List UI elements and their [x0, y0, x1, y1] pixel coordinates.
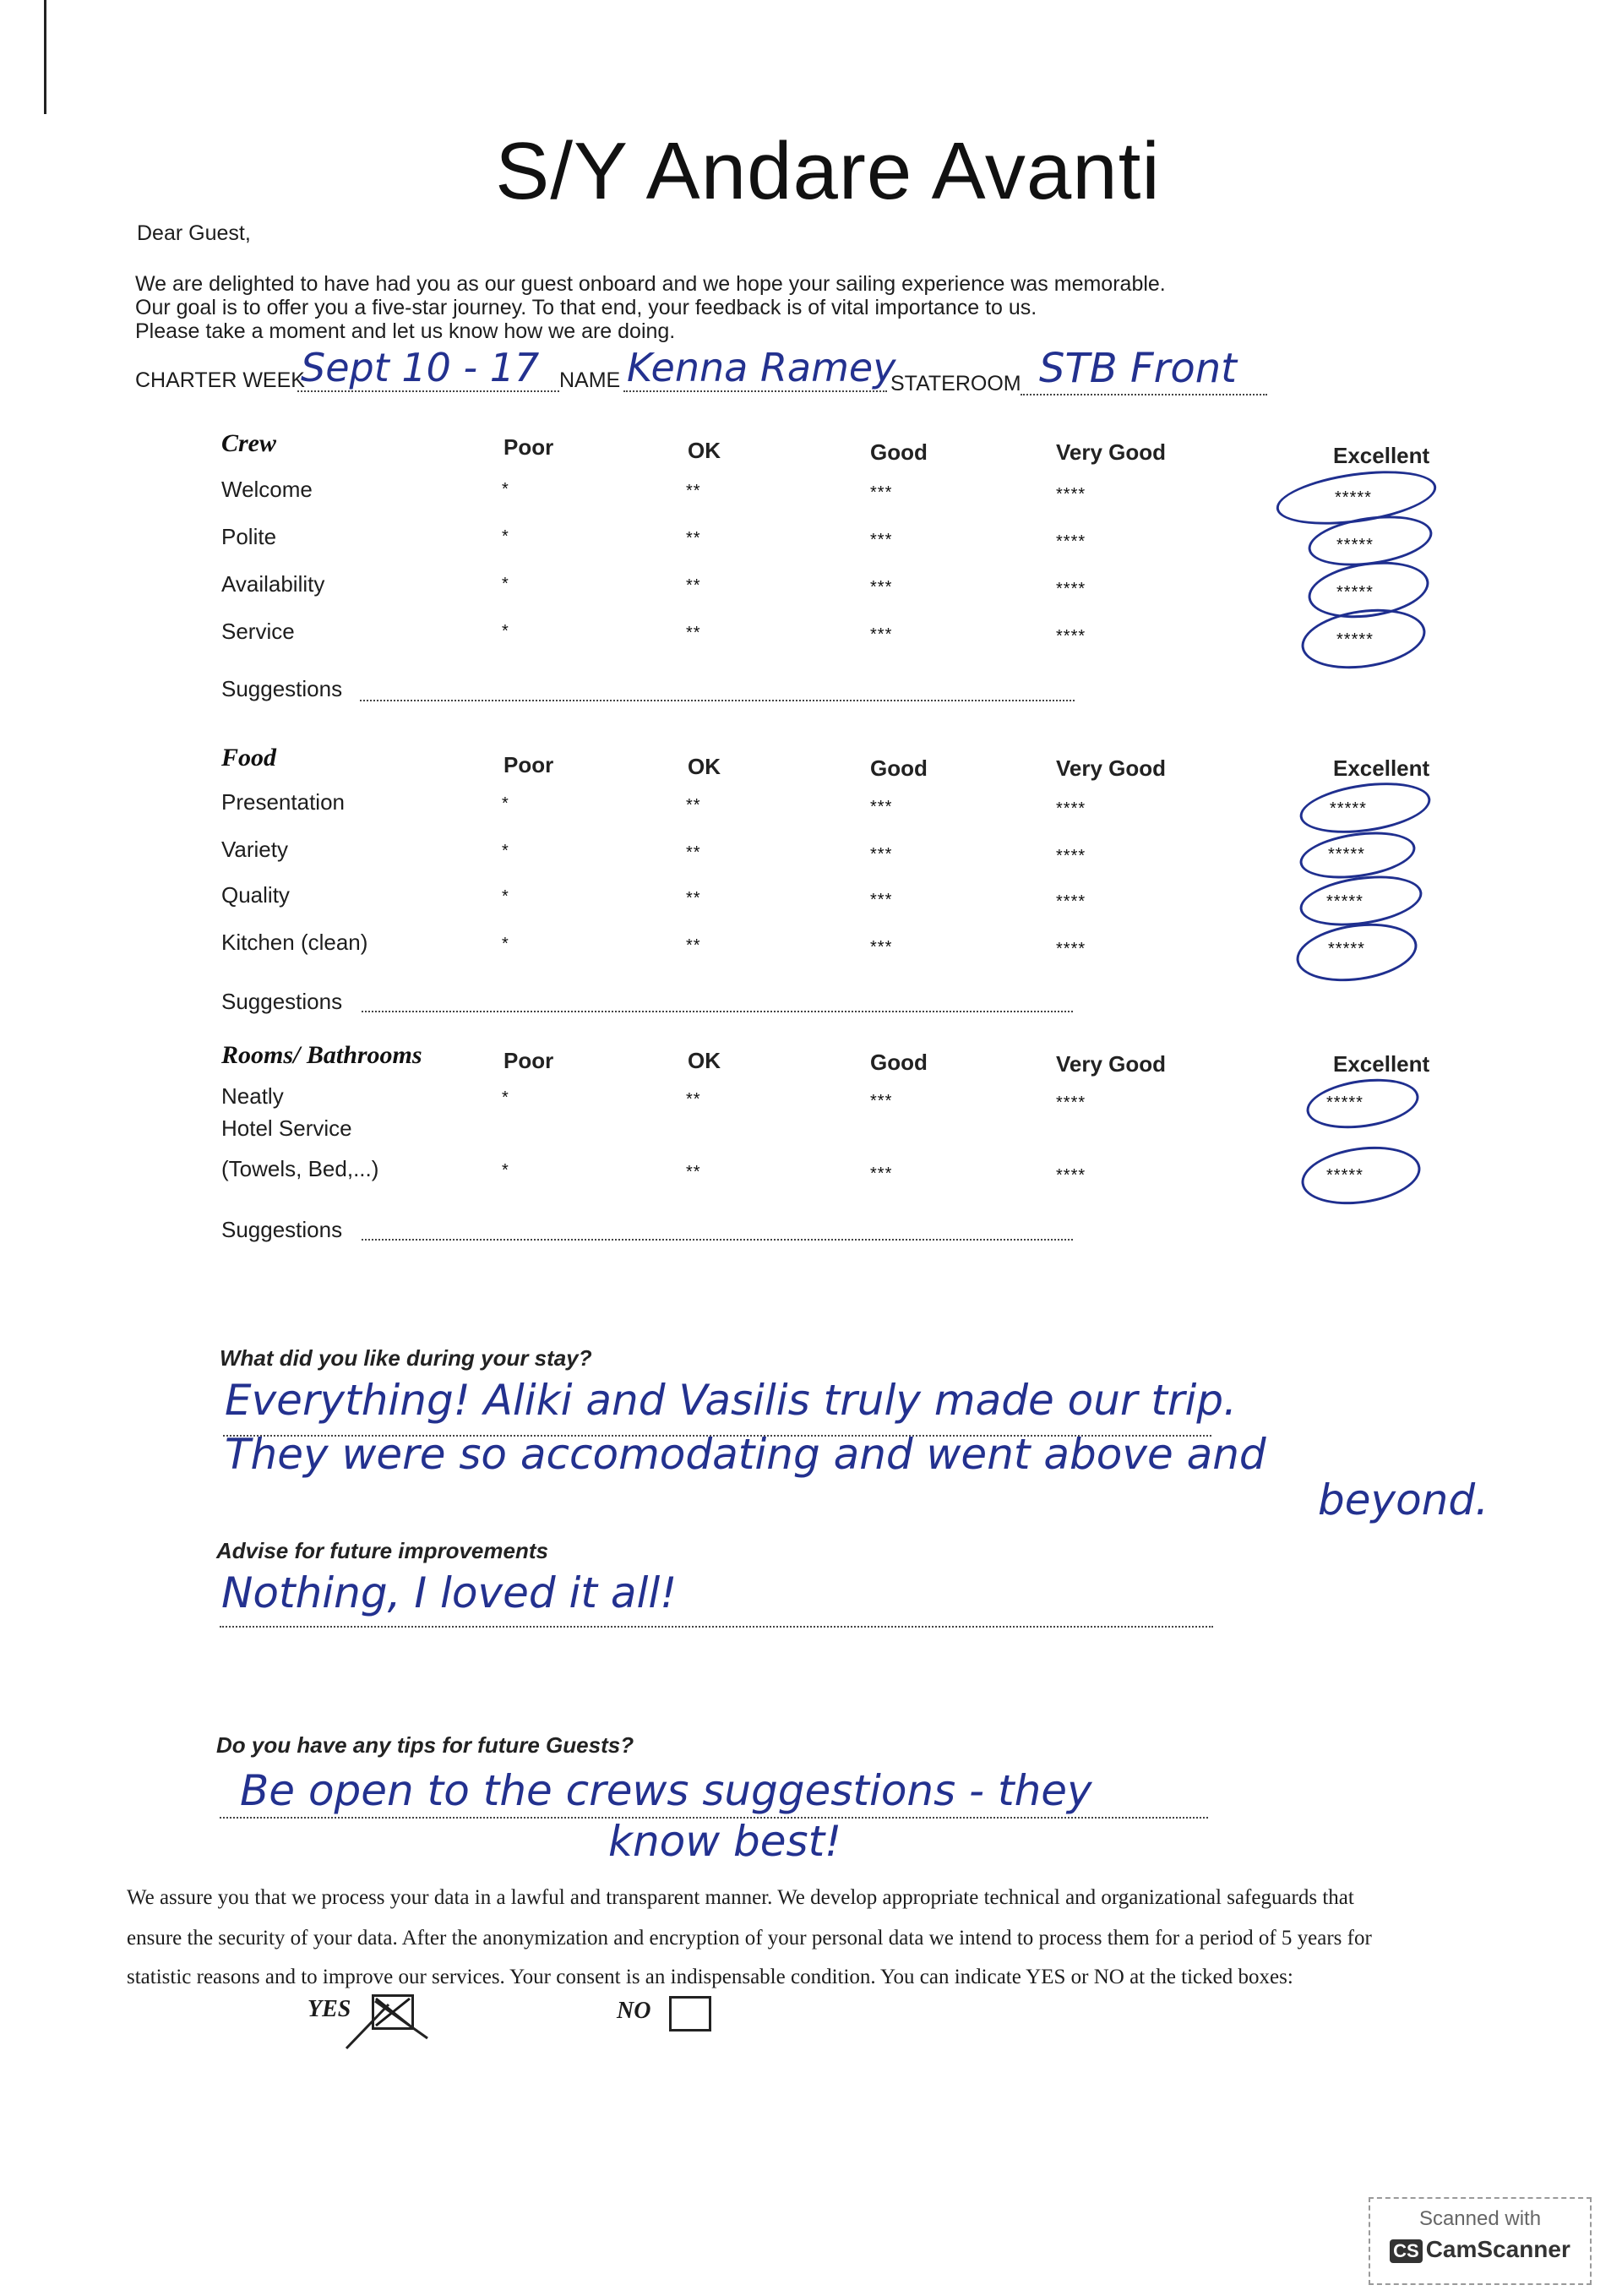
food-variety-very-good[interactable]: ****: [1056, 847, 1086, 865]
rooms-neatly-poor[interactable]: *: [502, 1088, 509, 1107]
rooms-hotel-service-good[interactable]: ***: [870, 1164, 893, 1183]
camscanner-scanned-with: Scanned with: [1418, 2207, 1542, 2230]
consent-no-checkbox[interactable]: [669, 1996, 711, 2031]
rooms-neatly-excellent[interactable]: *****: [1326, 1093, 1363, 1112]
food-variety-poor[interactable]: *: [502, 842, 509, 860]
camscanner-name: CamScanner: [1425, 2236, 1570, 2262]
rooms-hotel-service-excellent[interactable]: *****: [1326, 1166, 1363, 1185]
tips-question-label: Do you have any tips for future Guests?: [216, 1732, 634, 1758]
consent-no-label: NO: [617, 1998, 651, 2024]
advise-answer[interactable]: Nothing, I loved it all!: [221, 1568, 678, 1617]
camscanner-badge: [1369, 2197, 1592, 2285]
crew-suggestions-label: Suggestions: [221, 676, 343, 701]
crew-col-good: Good: [870, 439, 928, 465]
rooms-hotel-service-selection-circle: [1298, 1139, 1424, 1211]
stateroom-line: [1021, 394, 1267, 395]
crew-row-availability: Availability: [221, 571, 325, 597]
crew-availability-good[interactable]: ***: [870, 578, 893, 597]
food-kitchen-very-good[interactable]: ****: [1056, 940, 1086, 958]
food-col-good: Good: [870, 755, 928, 781]
food-section-title: Food: [221, 744, 277, 772]
rooms-suggestions-line[interactable]: [362, 1239, 1073, 1241]
rooms-hotel-service-poor[interactable]: *: [502, 1161, 509, 1180]
food-quality-good[interactable]: ***: [870, 891, 893, 909]
name-line: [623, 390, 887, 392]
crew-row-polite: Polite: [221, 524, 277, 549]
liked-answer-line-2[interactable]: They were so accomodating and went above and: [225, 1430, 1266, 1479]
scan-edge-line: [44, 0, 46, 114]
crew-row-service: Service: [221, 619, 295, 644]
stateroom-value[interactable]: STB Front: [1039, 345, 1237, 392]
crew-col-excellent: Excellent: [1333, 443, 1430, 468]
crew-service-very-good[interactable]: ****: [1056, 627, 1086, 646]
rooms-col-excellent: Excellent: [1333, 1051, 1430, 1077]
food-presentation-ok[interactable]: **: [686, 796, 701, 815]
crew-polite-very-good[interactable]: ****: [1056, 532, 1086, 551]
food-variety-good[interactable]: ***: [870, 845, 893, 864]
liked-question-label: What did you like during your stay?: [220, 1345, 592, 1371]
rooms-col-good: Good: [870, 1050, 928, 1075]
rooms-hotel-service-ok[interactable]: **: [686, 1163, 701, 1181]
crew-welcome-good[interactable]: ***: [870, 483, 893, 502]
rooms-neatly-ok[interactable]: **: [686, 1090, 701, 1109]
name-value[interactable]: Kenna Ramey: [627, 345, 896, 390]
rooms-suggestions-label: Suggestions: [221, 1217, 343, 1242]
tips-answer-line-2[interactable]: know best!: [608, 1817, 842, 1866]
legal-line-1: We assure you that we process your data in a lawful and transparent manner. We develop appropriate technical and organizational safeguards that: [127, 1886, 1354, 1909]
crew-section-title: Crew: [221, 429, 277, 457]
crew-suggestions-line[interactable]: [360, 700, 1075, 701]
rooms-neatly-good[interactable]: ***: [870, 1092, 893, 1110]
crew-availability-poor[interactable]: *: [502, 575, 509, 593]
food-presentation-excellent[interactable]: *****: [1330, 799, 1367, 818]
crew-col-very-good: Very Good: [1056, 439, 1167, 465]
crew-polite-good[interactable]: ***: [870, 531, 893, 549]
food-row-quality: Quality: [221, 882, 290, 908]
food-presentation-good[interactable]: ***: [870, 798, 893, 816]
food-row-kitchen: Kitchen (clean): [221, 930, 368, 955]
food-kitchen-excellent[interactable]: *****: [1328, 940, 1365, 958]
liked-answer-line-3[interactable]: beyond.: [1318, 1475, 1489, 1524]
advise-question-label: Advise for future improvements: [216, 1538, 548, 1563]
food-kitchen-selection-circle: [1293, 916, 1421, 988]
food-col-very-good: Very Good: [1056, 755, 1167, 781]
food-presentation-poor[interactable]: *: [502, 794, 509, 813]
rooms-col-poor: Poor: [503, 1048, 554, 1073]
food-variety-excellent[interactable]: *****: [1328, 845, 1365, 864]
food-kitchen-ok[interactable]: **: [686, 936, 701, 955]
food-kitchen-poor[interactable]: *: [502, 935, 509, 953]
camscanner-logo-icon: CS: [1390, 2239, 1423, 2263]
crew-row-welcome: Welcome: [221, 477, 313, 502]
food-presentation-very-good[interactable]: ****: [1056, 799, 1086, 818]
food-row-presentation: Presentation: [221, 789, 345, 815]
food-col-ok: OK: [688, 754, 721, 779]
food-kitchen-good[interactable]: ***: [870, 938, 893, 957]
yes-checkmark-stroke: [338, 1988, 439, 2055]
crew-availability-excellent[interactable]: *****: [1336, 583, 1374, 602]
tips-answer-line-1[interactable]: Be open to the crews suggestions - they: [240, 1766, 1092, 1815]
rooms-row-hotel-service: Hotel Service: [221, 1115, 352, 1141]
consent-yes-label: YES: [308, 1996, 351, 2022]
food-col-poor: Poor: [503, 752, 554, 777]
crew-col-ok: OK: [688, 438, 721, 463]
advise-answer-line: [220, 1626, 1213, 1628]
rooms-col-ok: OK: [688, 1048, 721, 1073]
food-suggestions-label: Suggestions: [221, 989, 343, 1014]
legal-line-3: statistic reasons and to improve our services. Your consent is an indispensable condition. You can indicate YES or NO at the ticked boxes:: [127, 1966, 1293, 1988]
crew-welcome-ok[interactable]: **: [686, 482, 701, 500]
liked-answer-line-1[interactable]: Everything! Aliki and Vasilis truly made our trip.: [225, 1376, 1238, 1425]
salutation: Dear Guest,: [137, 221, 251, 245]
crew-welcome-excellent[interactable]: *****: [1335, 488, 1372, 507]
name-label: NAME: [559, 368, 621, 392]
intro-line-3: Please take a moment and let us know how we are doing.: [135, 319, 676, 343]
food-presentation-selection-circle: [1297, 775, 1434, 840]
crew-service-selection-circle: [1298, 602, 1429, 676]
intro-line-1: We are delighted to have had you as our guest onboard and we hope your sailing experience was memorable.: [135, 272, 1166, 296]
food-quality-ok[interactable]: **: [686, 889, 701, 908]
food-quality-very-good[interactable]: ****: [1056, 892, 1086, 911]
charter-week-label: CHARTER WEEK: [135, 368, 305, 392]
charter-week-line: [297, 390, 559, 392]
rooms-col-very-good: Very Good: [1056, 1051, 1167, 1077]
food-variety-ok[interactable]: **: [686, 843, 701, 862]
rooms-hotel-service-very-good[interactable]: ****: [1056, 1166, 1086, 1185]
crew-service-excellent[interactable]: *****: [1336, 630, 1374, 649]
food-quality-excellent[interactable]: *****: [1326, 892, 1363, 911]
food-row-variety: Variety: [221, 837, 288, 862]
rooms-neatly-selection-circle: [1304, 1072, 1422, 1135]
legal-line-2: ensure the security of your data. After the anonymization and encryption of your personal data we intend to process them for a period of 5 years for: [127, 1927, 1372, 1950]
crew-welcome-poor[interactable]: *: [502, 480, 509, 499]
rooms-row-towels-bed: (Towels, Bed,...): [221, 1156, 379, 1181]
crew-polite-ok[interactable]: **: [686, 529, 701, 548]
food-variety-selection-circle: [1297, 826, 1418, 886]
crew-col-poor: Poor: [503, 434, 554, 460]
crew-service-poor[interactable]: *: [502, 622, 509, 641]
food-suggestions-line[interactable]: [362, 1011, 1073, 1012]
crew-availability-ok[interactable]: **: [686, 576, 701, 595]
stateroom-label: STATEROOM: [890, 372, 1021, 395]
charter-week-value[interactable]: Sept 10 - 17: [301, 345, 540, 390]
crew-polite-poor[interactable]: *: [502, 527, 509, 546]
crew-service-ok[interactable]: **: [686, 624, 701, 642]
rooms-row-neatly: Neatly: [221, 1083, 284, 1109]
food-quality-poor[interactable]: *: [502, 887, 509, 906]
crew-polite-excellent[interactable]: *****: [1336, 536, 1374, 554]
form-title: S/Y Andare Avanti: [495, 126, 1161, 216]
crew-service-good[interactable]: ***: [870, 625, 893, 644]
rooms-neatly-very-good[interactable]: ****: [1056, 1093, 1086, 1112]
intro-line-2: Our goal is to offer you a five-star journey. To that end, your feedback is of vital importance to us.: [135, 296, 1037, 319]
crew-availability-very-good[interactable]: ****: [1056, 580, 1086, 598]
food-col-excellent: Excellent: [1333, 755, 1430, 781]
crew-welcome-very-good[interactable]: ****: [1056, 485, 1086, 504]
rooms-section-title: Rooms/ Bathrooms: [221, 1041, 422, 1069]
